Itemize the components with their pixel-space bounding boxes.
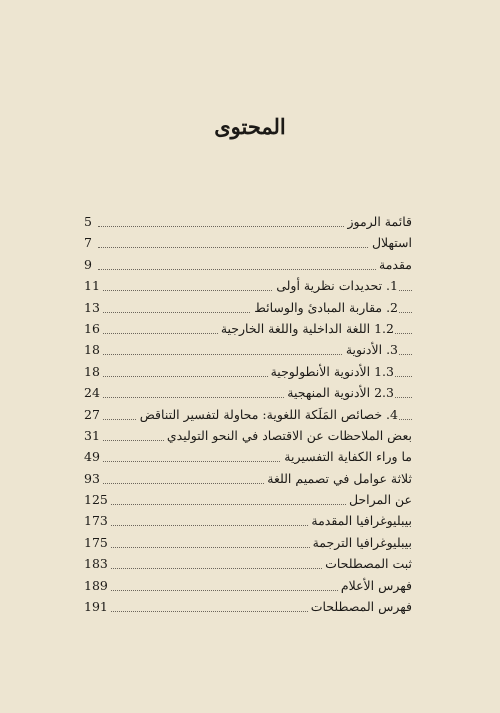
toc-entry-page: 5 [84,212,95,231]
toc-entry [84,340,412,361]
toc-entry-page: 11 [84,276,103,295]
toc-entry [84,383,412,404]
toc-entry [84,490,412,511]
toc-entry-page: 125 [84,490,111,509]
page-title: المحتوى [214,114,286,139]
toc-entry-label: فهرس المصطلحات [308,597,412,616]
toc-entry-page: 93 [84,469,103,488]
toc-entry-label: ثبت المصطلحات [322,554,412,573]
toc-entry-label: 2.3 الأدنوية المنهجية [284,383,394,402]
toc-entry [84,212,412,233]
toc-entry-label: عن المراحل [346,490,412,509]
toc-entry-page: 49 [84,447,103,466]
toc-entry [84,511,412,532]
toc-entry-label: 1.2 اللغة الداخلية واللغة الخارجية [218,319,394,338]
toc-entry-page: 191 [84,597,111,616]
dotted-leader [98,269,412,270]
toc-entry-page: 24 [84,383,103,402]
toc-entry [84,554,412,575]
toc-entry-page: 31 [84,426,103,445]
toc-entry-label: 2. مقاربة المبادئ والوسائط [251,298,398,317]
toc-entry-label: استهلال [369,233,412,252]
toc-entry-page: 9 [84,255,95,274]
toc-entry-label: 3. الأدنوية [343,340,398,359]
dotted-leader [98,247,412,248]
toc-entry-label: 4. خصائص المَلَكة اللغوية: محاولة لتفسير التناقض [137,405,398,424]
toc-entry [84,276,412,297]
table-of-contents [84,212,412,618]
toc-entry [84,447,412,468]
toc-entry-label: فهرس الأعلام [338,576,412,595]
toc-entry-label: ما وراء الكفاية التفسيرية [281,447,412,466]
toc-entry-label: مقدمة [376,255,412,274]
toc-entry-page: 175 [84,533,111,552]
toc-entry-label: بيبليوغرافيا الترجمة [310,533,412,552]
toc-entry [84,426,412,447]
toc-entry [84,298,412,319]
toc-entry-page: 173 [84,511,111,530]
toc-entry [84,362,412,383]
toc-entry-label: 1. تحديدات نظرية أولى [273,276,398,295]
toc-entry-label: 1.3 الأدنوية الأنطولوجية [268,362,394,381]
toc-entry-label: ثلاثة عوامل في تصميم اللغة [264,469,412,488]
toc-entry [84,233,412,254]
toc-entry-page: 16 [84,319,103,338]
toc-entry [84,533,412,554]
toc-entry-page: 18 [84,362,103,381]
toc-entry [84,405,412,426]
toc-entry [84,255,412,276]
toc-entry-page: 7 [84,233,95,252]
toc-entry [84,319,412,340]
toc-entry-page: 18 [84,340,103,359]
toc-entry-page: 189 [84,576,111,595]
toc-entry-label: قائمة الرموز [344,212,412,231]
toc-entry-page: 13 [84,298,103,317]
toc-entry-page: 27 [84,405,103,424]
toc-entry-page: 183 [84,554,111,573]
toc-entry [84,597,412,618]
toc-entry [84,469,412,490]
toc-entry-label: بيبليوغرافيا المقدمة [308,511,412,530]
toc-entry [84,576,412,597]
toc-entry-label: بعض الملاحظات عن الاقتصاد في النحو التوليدي [164,426,412,445]
